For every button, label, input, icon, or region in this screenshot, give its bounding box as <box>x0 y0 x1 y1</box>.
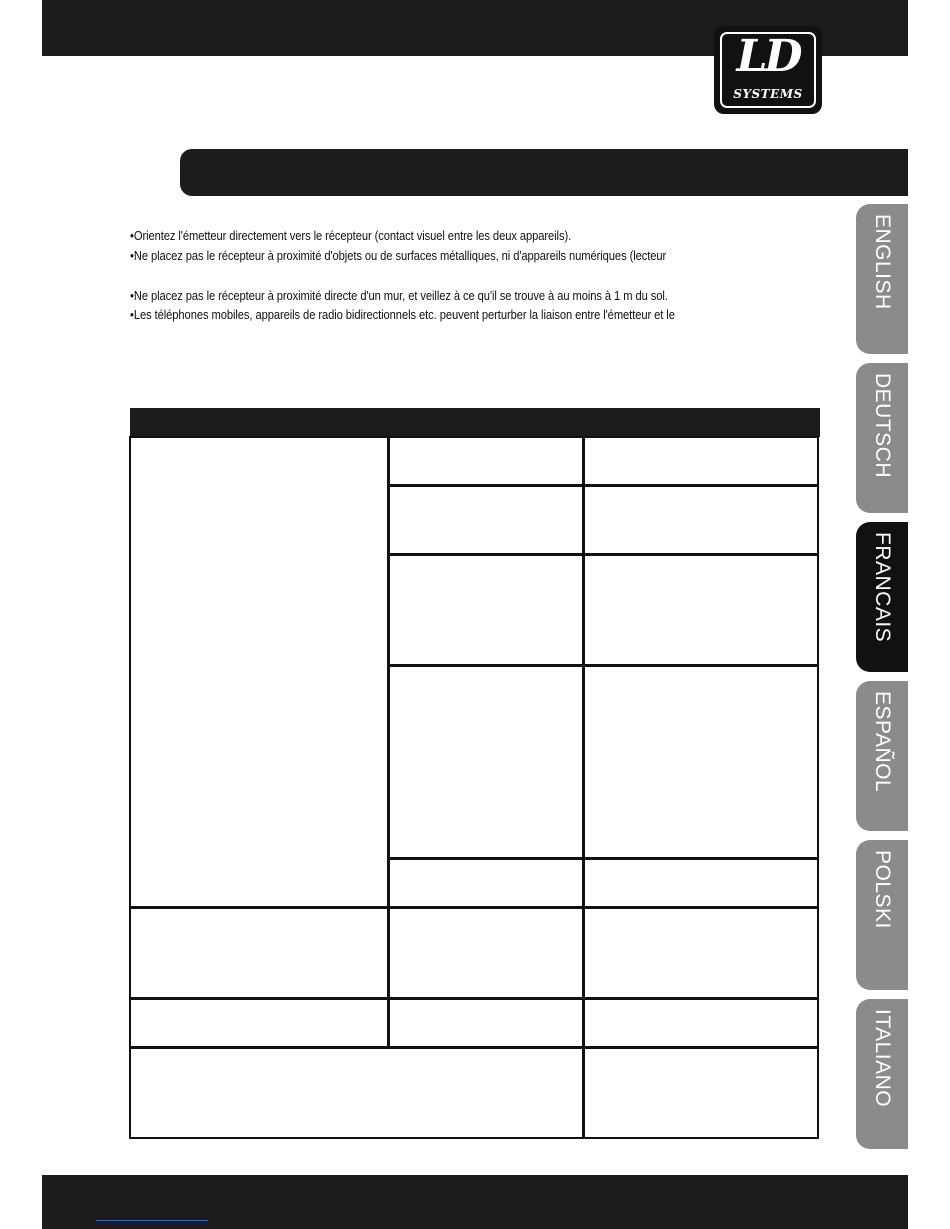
tab-label: ITALIANO <box>871 1009 894 1108</box>
tab-italiano[interactable] <box>856 999 908 1149</box>
bullet-line: •Les téléphones mobiles, appareils de radio bidirectionnels etc. peuvent perturber la liaison entre l'émetteur et le <box>130 307 675 322</box>
table-cell <box>583 554 819 666</box>
tab-label: ESPAÑOL <box>871 691 894 793</box>
tab-francais[interactable] <box>856 522 908 672</box>
bullet-line: •Ne placez pas le récepteur à proximité d'objets ou de surfaces métalliques, ni d'appareils numériques (lecteur <box>130 248 667 263</box>
table-cell <box>129 1047 584 1139</box>
table-cell <box>583 907 819 999</box>
tab-polski[interactable] <box>856 840 908 990</box>
table-cell <box>388 485 584 555</box>
table-cell <box>583 1047 819 1139</box>
table-cell <box>388 858 584 908</box>
tab-english[interactable] <box>856 204 908 354</box>
troubleshooting-table <box>130 408 820 1140</box>
tab-espanol[interactable] <box>856 681 908 831</box>
bullet-line: •Ne placez pas le récepteur à proximité directe d'un mur, et veillez à ce qu'il se trouve à au moins à 1 m du sol. <box>130 288 668 303</box>
tab-label: POLSKI <box>871 850 894 929</box>
bullet-line: •Orientez l'émetteur directement vers le récepteur (contact visuel entre les deux appareils). <box>130 228 572 243</box>
tab-label: FRANCAIS <box>871 532 894 643</box>
table-cell <box>388 998 584 1048</box>
table-cell <box>583 665 819 859</box>
table-cell <box>583 436 819 486</box>
table-cell <box>583 858 819 908</box>
table-cell <box>388 436 584 486</box>
ld-systems-logo <box>714 26 822 114</box>
section-title-bar <box>180 149 908 196</box>
footer-link-underline <box>96 1220 208 1221</box>
table-cell <box>583 998 819 1048</box>
tab-deutsch[interactable] <box>856 363 908 513</box>
table-cell <box>583 485 819 555</box>
table-cell <box>388 554 584 666</box>
table-cell <box>388 665 584 859</box>
logo-systems-text: SYSTEMS <box>733 87 803 101</box>
table-cell <box>388 907 584 999</box>
table-cell <box>129 998 389 1048</box>
table-cell <box>129 436 389 908</box>
tab-label: DEUTSCH <box>871 373 894 479</box>
logo-ld-text: LD <box>736 31 800 82</box>
table-cell <box>129 907 389 999</box>
tab-label: ENGLISH <box>871 214 894 310</box>
table-header-row <box>130 408 820 437</box>
